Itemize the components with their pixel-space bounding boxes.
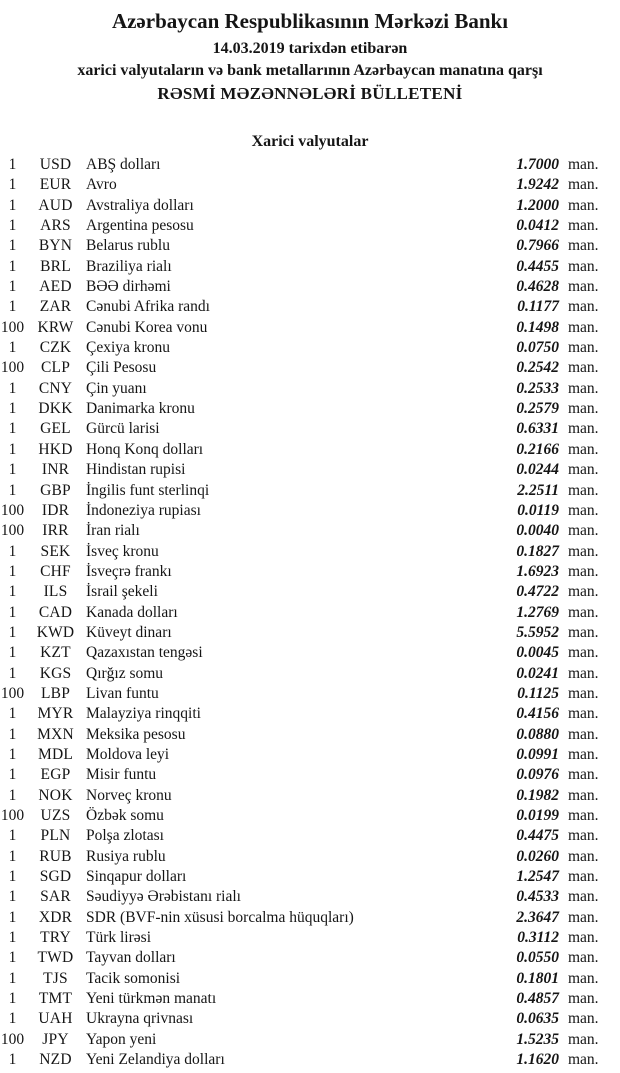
currency-code-cell: SGD <box>39 868 72 886</box>
currency-name-cell: Yeni türkmən manatı <box>86 990 217 1008</box>
currency-code-cell: UAH <box>38 1010 73 1028</box>
currency-code-cell: IRR <box>42 522 69 540</box>
currency-name-cell: Yeni Zelandiya dolları <box>86 1051 225 1069</box>
currency-name-cell: Malayziya rinqqiti <box>86 705 201 723</box>
quantity-cell: 1 <box>8 420 17 438</box>
bank-name-title: Azərbaycan Respublikasının Mərkəzi Bankı <box>111 9 509 33</box>
rate-row <box>0 603 620 623</box>
rate-row <box>0 887 620 907</box>
rate-row <box>0 399 620 419</box>
rate-value-cell: 0.0550 <box>516 949 559 967</box>
quantity-cell: 1 <box>8 278 17 296</box>
currency-code-cell: CZK <box>39 339 72 357</box>
rate-value-cell: 0.0244 <box>516 461 559 479</box>
rate-row <box>0 989 620 1009</box>
quantity-cell: 1 <box>8 644 17 662</box>
unit-label-cell: man. <box>568 725 599 743</box>
rate-row <box>0 175 620 195</box>
rate-row <box>0 379 620 399</box>
rate-value-cell: 0.2533 <box>516 379 559 397</box>
quantity-cell: 1 <box>8 196 17 214</box>
quantity-cell: 1 <box>8 623 17 641</box>
unit-label-cell: man. <box>568 339 599 357</box>
quantity-cell: 1 <box>8 868 17 886</box>
quantity-cell: 1 <box>8 156 17 173</box>
effective-date-line: 14.03.2019 tarixdən etibarən <box>212 40 408 57</box>
currency-code-cell: MXN <box>37 725 74 743</box>
rate-row <box>0 704 620 724</box>
rate-row <box>0 216 620 236</box>
rate-value-cell: 0.4722 <box>516 583 559 601</box>
quantity-cell: 1 <box>8 298 17 316</box>
rate-row <box>0 969 620 989</box>
unit-label-cell: man. <box>568 176 599 194</box>
currency-name-cell: Rusiya rublu <box>86 847 166 865</box>
rate-value-cell: 0.1498 <box>516 318 559 336</box>
unit-label-cell: man. <box>568 522 599 540</box>
currency-code-cell: SEK <box>40 542 71 560</box>
quantity-cell: 1 <box>8 237 17 255</box>
quantity-cell: 1 <box>8 705 17 723</box>
rate-row <box>0 582 620 602</box>
currency-name-cell: Avro <box>86 176 117 194</box>
currency-code-cell: XDR <box>38 908 73 926</box>
rate-value-cell: 0.2579 <box>516 400 559 418</box>
rate-value-cell: 0.1827 <box>516 542 559 560</box>
quantity-cell: 1 <box>8 929 17 947</box>
unit-label-cell: man. <box>568 501 599 519</box>
rate-row <box>0 1030 620 1050</box>
currency-name-cell: İran rialı <box>86 522 140 540</box>
rate-row <box>0 1050 620 1070</box>
currency-name-cell: Səudiyyə Ərəbistanı rialı <box>86 888 241 906</box>
currency-name-cell: Livan funtu <box>86 684 159 702</box>
rate-row <box>0 826 620 846</box>
rate-value-cell: 1.9242 <box>516 176 559 194</box>
unit-label-cell: man. <box>568 969 599 987</box>
unit-label-cell: man. <box>568 664 599 682</box>
currency-name-cell: Honq Konq dolları <box>86 440 204 458</box>
quantity-cell: 1 <box>8 257 17 275</box>
currency-code-cell: USD <box>39 156 72 173</box>
currency-code-cell: IDR <box>41 501 70 519</box>
rate-value-cell: 0.4156 <box>516 705 559 723</box>
unit-label-cell: man. <box>568 298 599 316</box>
unit-label-cell: man. <box>568 684 599 702</box>
unit-label-cell: man. <box>568 583 599 601</box>
quantity-cell: 1 <box>8 908 17 926</box>
quantity-cell: 1 <box>8 969 17 987</box>
quantity-cell: 1 <box>8 949 17 967</box>
quantity-cell: 100 <box>0 359 25 377</box>
rate-row <box>0 1009 620 1029</box>
quantity-cell: 100 <box>0 318 25 336</box>
unit-label-cell: man. <box>568 542 599 560</box>
quantity-cell: 1 <box>8 217 17 235</box>
currency-name-cell: İndoneziya rupiası <box>86 501 201 519</box>
currency-name-cell: İngilis funt sterlinqi <box>86 481 210 499</box>
rate-value-cell: 1.2769 <box>516 603 559 621</box>
unit-label-cell: man. <box>568 603 599 621</box>
quantity-cell: 1 <box>8 664 17 682</box>
quantity-cell: 1 <box>8 176 17 194</box>
rate-value-cell: 0.0040 <box>516 522 559 540</box>
rate-value-cell: 0.6331 <box>516 420 559 438</box>
rate-row <box>0 643 620 663</box>
rate-row <box>0 277 620 297</box>
section-title-foreign-currencies: Xarici valyutalar <box>251 133 369 150</box>
rate-value-cell: 5.5952 <box>516 623 559 641</box>
rate-row <box>0 806 620 826</box>
currency-name-cell: Qırğız somu <box>86 664 164 682</box>
currency-name-cell: Misir funtu <box>86 766 157 784</box>
currency-name-cell: Hindistan rupisi <box>86 461 186 479</box>
currency-code-cell: KGS <box>39 664 72 682</box>
unit-label-cell: man. <box>568 949 599 967</box>
unit-label-cell: man. <box>568 847 599 865</box>
currency-name-cell: Sinqapur dolları <box>86 868 187 886</box>
rate-row <box>0 847 620 867</box>
unit-label-cell: man. <box>568 562 599 580</box>
unit-label-cell: man. <box>568 868 599 886</box>
currency-name-cell: Tayvan dolları <box>86 949 176 967</box>
currency-code-cell: NZD <box>39 1051 72 1069</box>
rate-value-cell: 0.4475 <box>516 827 559 845</box>
currency-name-cell: Cənubi Korea vonu <box>86 318 208 336</box>
quantity-cell: 1 <box>8 542 17 560</box>
rate-value-cell: 0.1982 <box>516 786 559 804</box>
currency-code-cell: BYN <box>38 237 73 255</box>
rate-row <box>0 745 620 765</box>
currency-code-cell: EGP <box>40 766 71 784</box>
currency-code-cell: KRW <box>37 318 74 336</box>
quantity-cell: 100 <box>0 1030 25 1048</box>
quantity-cell: 1 <box>8 725 17 743</box>
unit-label-cell: man. <box>568 705 599 723</box>
currency-name-cell: SDR (BVF-nin xüsusi borcalma hüquqları) <box>86 908 354 926</box>
currency-name-cell: BƏƏ dirhəmi <box>86 278 171 296</box>
currency-code-cell: LBP <box>40 684 71 702</box>
currency-name-cell: Moldova leyi <box>86 745 170 763</box>
quantity-cell: 1 <box>8 827 17 845</box>
currency-code-cell: UZS <box>40 807 71 824</box>
rate-value-cell: 0.0635 <box>516 1010 559 1028</box>
unit-label-cell: man. <box>568 745 599 763</box>
currency-name-cell: Çin yuanı <box>86 379 147 397</box>
rate-value-cell: 0.0750 <box>516 339 559 357</box>
currency-code-cell: BRL <box>40 257 71 275</box>
unit-label-cell: man. <box>568 461 599 479</box>
currency-code-cell: EUR <box>39 176 72 194</box>
currency-code-cell: TRY <box>40 929 71 947</box>
quantity-cell: 1 <box>8 400 17 418</box>
rate-row <box>0 521 620 541</box>
currency-name-cell: Argentina pesosu <box>86 217 194 235</box>
unit-label-cell: man. <box>568 318 599 336</box>
rate-row <box>0 786 620 806</box>
currency-name-cell: İsveç kronu <box>86 542 159 560</box>
quantity-cell: 100 <box>0 807 25 824</box>
quantity-cell: 100 <box>0 684 25 702</box>
rate-value-cell: 1.7000 <box>516 156 559 173</box>
currency-code-cell: NOK <box>38 786 73 804</box>
quantity-cell: 100 <box>0 501 25 519</box>
quantity-cell: 1 <box>8 990 17 1008</box>
rate-row <box>0 236 620 256</box>
unit-label-cell: man. <box>568 1010 599 1028</box>
rate-value-cell: 0.0991 <box>516 745 559 763</box>
quantity-cell: 1 <box>8 583 17 601</box>
rate-row <box>0 664 620 684</box>
rate-value-cell: 0.0119 <box>517 501 559 519</box>
currency-code-cell: CNY <box>38 379 73 397</box>
quantity-cell: 1 <box>8 786 17 804</box>
currency-name-cell: Yapon yeni <box>86 1030 157 1048</box>
currency-code-cell: MDL <box>37 745 74 763</box>
rate-value-cell: 1.1620 <box>516 1051 559 1069</box>
currency-code-cell: CAD <box>38 603 73 621</box>
currency-name-cell: Avstraliya dolları <box>86 196 194 214</box>
quantity-cell: 1 <box>8 745 17 763</box>
rate-row <box>0 928 620 948</box>
currency-code-cell: KWD <box>36 623 75 641</box>
currency-name-cell: İsveçrə frankı <box>86 562 172 580</box>
rate-row <box>0 867 620 887</box>
rate-row <box>0 318 620 338</box>
rate-value-cell: 0.3112 <box>517 929 559 947</box>
rate-row <box>0 338 620 358</box>
quantity-cell: 1 <box>8 562 17 580</box>
unit-label-cell: man. <box>568 990 599 1008</box>
currency-name-cell: Küveyt dinarı <box>86 623 172 641</box>
rate-row <box>0 419 620 439</box>
rate-value-cell: 0.1125 <box>517 684 559 702</box>
unit-label-cell: man. <box>568 237 599 255</box>
rate-value-cell: 0.4628 <box>516 278 559 296</box>
rate-row <box>0 155 620 175</box>
currency-name-cell: Cənubi Afrika randı <box>86 298 210 316</box>
rate-row <box>0 542 620 562</box>
unit-label-cell: man. <box>568 623 599 641</box>
unit-label-cell: man. <box>568 929 599 947</box>
currency-code-cell: ILS <box>43 583 68 601</box>
rate-row <box>0 481 620 501</box>
currency-name-cell: Çexiya kronu <box>86 339 170 357</box>
rate-value-cell: 0.2542 <box>516 359 559 377</box>
currency-name-cell: ABŞ dolları <box>86 156 161 173</box>
rate-row <box>0 908 620 928</box>
rate-row <box>0 257 620 277</box>
quantity-cell: 1 <box>8 888 17 906</box>
currency-code-cell: AED <box>39 278 72 296</box>
unit-label-cell: man. <box>568 440 599 458</box>
rate-value-cell: 0.4455 <box>516 257 559 275</box>
quantity-cell: 1 <box>8 339 17 357</box>
unit-label-cell: man. <box>568 196 599 214</box>
rate-row <box>0 948 620 968</box>
unit-label-cell: man. <box>568 1051 599 1069</box>
rate-value-cell: 0.0199 <box>516 807 559 824</box>
quantity-cell: 1 <box>8 1010 17 1028</box>
quantity-cell: 1 <box>8 766 17 784</box>
currency-name-cell: Braziliya rialı <box>86 257 172 275</box>
rate-row <box>0 501 620 521</box>
bulletin-subtitle: xarici valyutaların və bank metallarının Azərbaycan manatına qarşı <box>77 62 543 79</box>
unit-label-cell: man. <box>568 278 599 296</box>
rate-value-cell: 0.0260 <box>516 847 559 865</box>
rate-value-cell: 1.2000 <box>516 196 559 214</box>
rate-row <box>0 297 620 317</box>
currency-name-cell: Polşa zlotası <box>86 827 164 845</box>
unit-label-cell: man. <box>568 766 599 784</box>
currency-name-cell: Meksika pesosu <box>86 725 186 743</box>
rate-row <box>0 196 620 216</box>
currency-name-cell: İsrail şekeli <box>86 583 158 601</box>
rate-row <box>0 358 620 378</box>
rate-value-cell: 0.0880 <box>516 725 559 743</box>
rate-value-cell: 0.0241 <box>516 664 559 682</box>
unit-label-cell: man. <box>568 379 599 397</box>
rate-value-cell: 0.0045 <box>516 644 559 662</box>
rate-value-cell: 0.7966 <box>516 237 559 255</box>
quantity-cell: 1 <box>8 1051 17 1069</box>
unit-label-cell: man. <box>568 481 599 499</box>
currency-code-cell: RUB <box>39 847 72 865</box>
rate-value-cell: 2.2511 <box>517 481 559 499</box>
currency-name-cell: Qazaxıstan tengəsi <box>86 644 203 662</box>
rate-value-cell: 0.4857 <box>516 990 559 1008</box>
currency-name-cell: Çili Pesosu <box>86 359 157 377</box>
unit-label-cell: man. <box>568 644 599 662</box>
currency-name-cell: Ukrayna qrivnası <box>86 1010 194 1028</box>
rate-row <box>0 460 620 480</box>
unit-label-cell: man. <box>568 420 599 438</box>
quantity-cell: 1 <box>8 440 17 458</box>
currency-code-cell: INR <box>41 461 70 479</box>
unit-label-cell: man. <box>568 1030 599 1048</box>
rate-value-cell: 0.4533 <box>516 888 559 906</box>
unit-label-cell: man. <box>568 908 599 926</box>
currency-name-cell: Belarus rublu <box>86 237 170 255</box>
currency-name-cell: Norveç kronu <box>86 786 172 804</box>
currency-code-cell: PLN <box>40 827 71 845</box>
rate-value-cell: 0.2166 <box>516 440 559 458</box>
currency-name-cell: Türk lirəsi <box>86 929 151 947</box>
currency-code-cell: AUD <box>38 196 73 214</box>
rate-value-cell: 0.0976 <box>516 766 559 784</box>
unit-label-cell: man. <box>568 156 599 173</box>
currency-code-cell: JPY <box>42 1030 69 1048</box>
unit-label-cell: man. <box>568 257 599 275</box>
currency-code-cell: TMT <box>38 990 73 1008</box>
unit-label-cell: man. <box>568 888 599 906</box>
unit-label-cell: man. <box>568 359 599 377</box>
currency-name-cell: Tacik somonisi <box>86 969 181 987</box>
currency-code-cell: CLP <box>40 359 71 377</box>
rate-value-cell: 2.3647 <box>516 908 559 926</box>
quantity-cell: 1 <box>8 481 17 499</box>
currency-code-cell: ARS <box>40 217 71 235</box>
rate-value-cell: 1.6923 <box>516 562 559 580</box>
currency-code-cell: KZT <box>40 644 71 662</box>
unit-label-cell: man. <box>568 807 599 824</box>
currency-code-cell: GBP <box>40 481 71 499</box>
currency-name-cell: Özbək somu <box>86 807 164 824</box>
exchange-rates-table <box>0 155 620 1070</box>
currency-name-cell: Danimarka kronu <box>86 400 195 418</box>
unit-label-cell: man. <box>568 786 599 804</box>
currency-code-cell: CHF <box>40 562 71 580</box>
currency-name-cell: Kanada dolları <box>86 603 178 621</box>
unit-label-cell: man. <box>568 400 599 418</box>
currency-code-cell: TJS <box>43 969 68 987</box>
rate-value-cell: 0.1801 <box>516 969 559 987</box>
quantity-cell: 1 <box>8 461 17 479</box>
rate-value-cell: 1.2547 <box>516 868 559 886</box>
rate-row <box>0 562 620 582</box>
unit-label-cell: man. <box>568 827 599 845</box>
currency-code-cell: HKD <box>38 440 73 458</box>
rate-value-cell: 0.0412 <box>516 217 559 235</box>
rate-row <box>0 725 620 745</box>
rate-row <box>0 684 620 704</box>
currency-name-cell: Gürcü larisi <box>86 420 160 438</box>
rate-row <box>0 623 620 643</box>
rate-value-cell: 1.5235 <box>516 1030 559 1048</box>
currency-code-cell: TWD <box>37 949 74 967</box>
currency-code-cell: ZAR <box>39 298 72 316</box>
unit-label-cell: man. <box>568 217 599 235</box>
rate-row <box>0 765 620 785</box>
quantity-cell: 1 <box>8 379 17 397</box>
quantity-cell: 100 <box>0 522 25 540</box>
bulletin-title: RƏSMİ MƏZƏNNƏLƏRİ BÜLLETENİ <box>157 84 463 103</box>
quantity-cell: 1 <box>8 847 17 865</box>
currency-code-cell: GEL <box>40 420 71 438</box>
currency-code-cell: SAR <box>40 888 71 906</box>
currency-code-cell: MYR <box>37 705 74 723</box>
rate-row <box>0 440 620 460</box>
rate-value-cell: 0.1177 <box>517 298 559 316</box>
quantity-cell: 1 <box>8 603 17 621</box>
currency-code-cell: DKK <box>38 400 73 418</box>
